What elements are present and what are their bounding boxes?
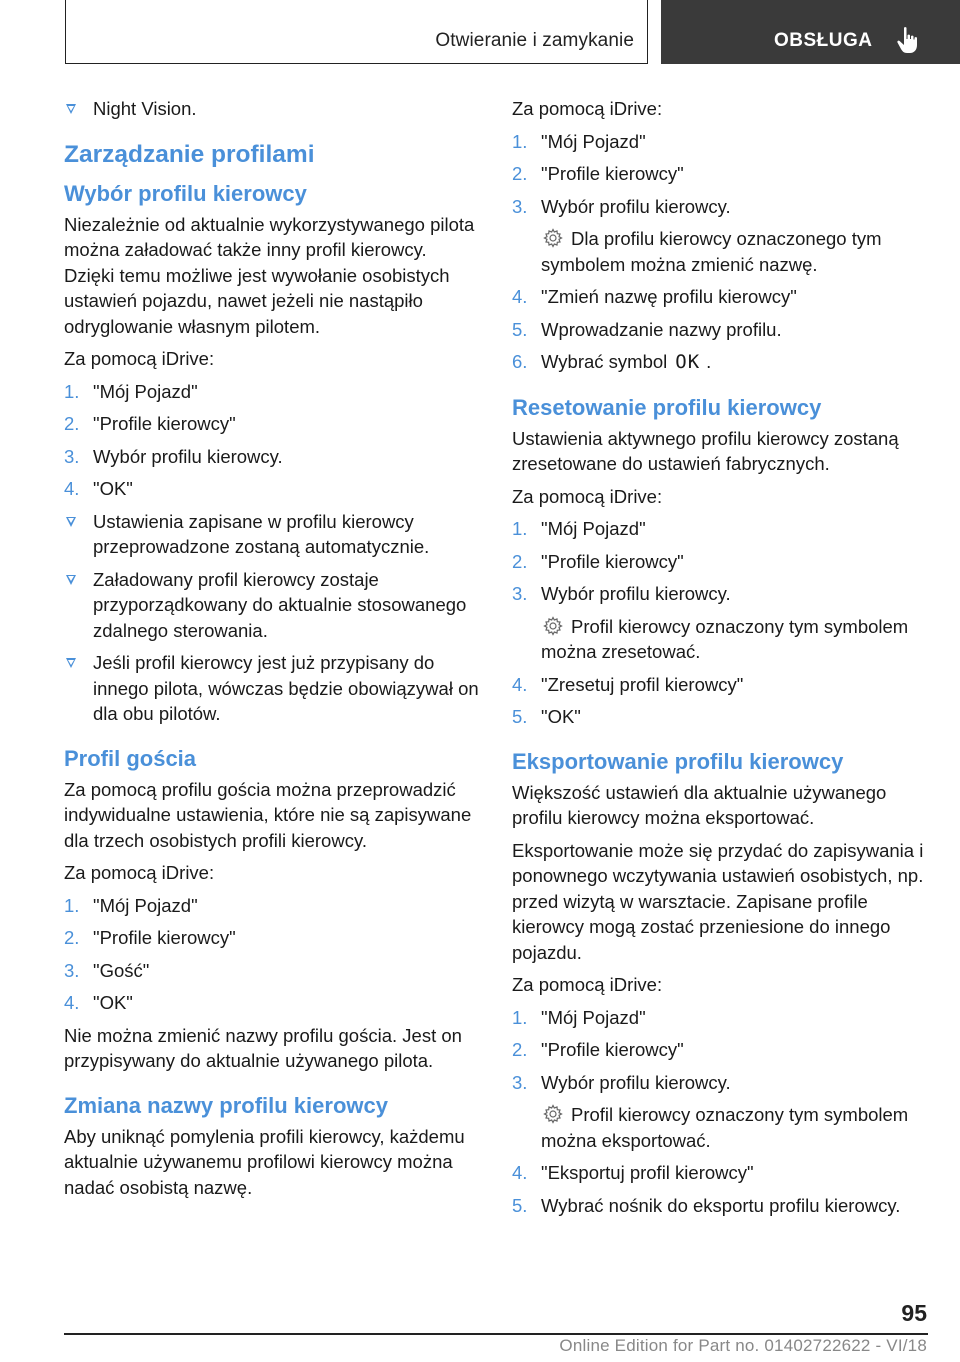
list-item — [64, 379, 482, 405]
list-item — [512, 129, 930, 155]
step-text: Wybór profilu kierowcy. — [93, 445, 283, 467]
list-item — [512, 317, 930, 343]
bullet-text: Załadowany profil kierowcy zostaje przyporządkowany do aktualnie stosowanego zdalnego sterowania. — [93, 568, 467, 641]
right-column — [512, 96, 930, 1225]
step-text: "Mój Pojazd" — [541, 130, 646, 152]
list-item — [64, 567, 482, 644]
steps-list — [512, 129, 930, 376]
step-note — [512, 614, 930, 665]
step-number: 4. — [64, 992, 80, 1013]
step-text: "Profile kierowcy" — [541, 163, 684, 184]
triangle-bullet-icon — [66, 104, 76, 114]
section-heading: Zarządzanie profilami — [64, 140, 315, 168]
paragraph: Za pomocą iDrive: — [64, 862, 215, 883]
list-item — [512, 1160, 930, 1186]
list-item — [64, 990, 482, 1016]
left-column — [64, 96, 482, 1207]
step-number: 4. — [512, 286, 528, 307]
list-item — [64, 650, 482, 727]
list-item — [512, 1070, 930, 1096]
step-text: "Profile kierowcy" — [93, 413, 236, 434]
step-number: 5. — [512, 706, 528, 727]
triangle-bullet-icon — [66, 575, 76, 585]
step-note — [512, 1102, 930, 1153]
step-text: "Mój Pojazd" — [93, 894, 198, 916]
step-text: "Gość" — [93, 959, 150, 981]
paragraph: Ustawienia aktywnego profilu kierowcy zostaną zresetowane do ustawień fabrycznych. — [512, 427, 899, 474]
list-item — [64, 476, 482, 502]
list-item — [512, 284, 930, 310]
paragraph: Za pomocą iDrive: — [512, 98, 663, 119]
step-text: Wybór profilu kierowcy. — [541, 1071, 731, 1093]
steps-list — [64, 379, 482, 502]
step-number: 3. — [512, 195, 528, 217]
step-number: 1. — [64, 380, 80, 402]
step-number: 2. — [512, 550, 528, 572]
step-number: 2. — [512, 163, 528, 184]
step-number: 2. — [512, 1039, 528, 1060]
paragraph: Eksportowanie może się przydać do zapisywania i ponownego wczytywania ustawień osobistych, np. przed wizytą w warsztacie. Zapisane profile kierowcy mogą zostać przeniesione do innego pojazdu. — [512, 839, 924, 963]
steps-list — [64, 893, 482, 1016]
triangle-bullet-icon — [66, 658, 76, 668]
page-number: 95 — [901, 1300, 927, 1326]
bullet-text: Jeśli profil kierowcy jest już przypisany do innego pilota, wówczas będzie obowiązywał on dla obu pilotów. — [93, 652, 479, 724]
list-item — [64, 444, 482, 470]
step-number: 1. — [512, 130, 528, 152]
step-text: "Profile kierowcy" — [541, 1039, 684, 1060]
gear-icon — [543, 616, 563, 636]
step-text: "Profile kierowcy" — [541, 550, 684, 572]
list-item — [64, 509, 482, 560]
step-number: 1. — [512, 1006, 528, 1028]
triangle-bullet-icon — [66, 517, 76, 527]
bullet-list — [64, 509, 482, 727]
list-item — [64, 411, 482, 437]
step-number: 1. — [512, 518, 528, 539]
step-text: Wybór profilu kierowcy. — [541, 583, 731, 604]
paragraph: Nie można zmienić nazwy profilu gościa. Jest on przypisywany do aktualnie używanego pilota. — [64, 1024, 462, 1071]
step-text: Wprowadzanie nazwy profilu. — [541, 318, 782, 340]
step-number: 6. — [512, 351, 528, 372]
step-number: 2. — [64, 927, 80, 948]
step-text: "OK" — [93, 992, 133, 1013]
step-text: "OK" — [541, 706, 581, 727]
paragraph: Za pomocą iDrive: — [512, 485, 663, 507]
step-text: "Zmień nazwę profilu kierowcy" — [541, 286, 797, 307]
step-number: 3. — [64, 445, 80, 467]
list-item — [64, 958, 482, 984]
bullet-text: Night Vision. — [93, 98, 197, 119]
list-item — [512, 1193, 930, 1219]
step-number: 5. — [512, 1194, 528, 1216]
footer-divider — [64, 1333, 928, 1335]
list-item — [512, 1005, 930, 1031]
list-item — [512, 581, 930, 607]
step-note — [512, 226, 930, 277]
list-item — [512, 704, 930, 730]
step-text: Wybrać nośnik do eksportu profilu kierowcy. — [541, 1194, 901, 1216]
subsection-heading: Resetowanie profilu kierowcy — [512, 394, 822, 420]
chapter-tab — [65, 0, 648, 64]
note-text: Profil kierowcy oznaczony tym symbolem można zresetować. — [541, 615, 909, 662]
step-text: Wybrać symbol — [541, 351, 668, 372]
ok-symbol: OK — [675, 351, 701, 373]
gear-icon — [543, 228, 563, 248]
step-number: 1. — [64, 894, 80, 916]
subsection-heading: Profil gościa — [64, 745, 197, 771]
subsection-heading: Wybór profilu kierowcy — [64, 180, 307, 206]
list-item — [512, 349, 930, 376]
section-tab — [661, 0, 960, 64]
paragraph: Za pomocą profilu gościa można przeprowadzić indywidualne ustawienia, które nie są zapisywane dla trzech osobistych profili kierowcy. — [64, 778, 472, 851]
list-item — [512, 672, 930, 698]
subsection-heading: Zmiana nazwy profilu kierowcy — [64, 1092, 388, 1118]
step-text-end: . — [706, 351, 712, 372]
step-number: 2. — [64, 413, 80, 434]
step-number: 3. — [64, 959, 80, 981]
paragraph: Za pomocą iDrive: — [64, 348, 215, 369]
list-item — [512, 1037, 930, 1063]
chapter-title: Otwieranie i zamykanie — [435, 30, 634, 51]
subsection-heading: Eksportowanie profilu kierowcy — [512, 748, 844, 774]
step-text: "Mój Pojazd" — [93, 380, 198, 402]
step-text: "Mój Pojazd" — [541, 518, 646, 539]
list-item — [512, 549, 930, 575]
paragraph: Za pomocą iDrive: — [512, 974, 663, 995]
edition-info: Online Edition for Part no. 01402722622 - VI/18 — [559, 1336, 927, 1355]
note-text: Dla profilu kierowcy oznaczonego tym symbolem można zmienić nazwę. — [541, 228, 882, 275]
paragraph: Niezależnie od aktualnie wykorzystywanego pilota można załadować także inny profil kierowcy. Dzięki temu możliwe jest wywołanie osobistych ustawień pojazdu, nawet jeżeli nie nastąpiło odryglowanie własnym pilotem. — [64, 213, 475, 337]
steps-list — [512, 516, 930, 730]
bullet-text: Ustawienia zapisane w profilu kierowcy przeprowadzone zostaną automatycznie. — [93, 510, 430, 557]
note-text: Profil kierowcy oznaczony tym symbolem można eksportować. — [541, 1104, 909, 1151]
steps-list — [512, 1005, 930, 1219]
step-text: Wybór profilu kierowcy. — [541, 195, 731, 217]
paragraph: Większość ustawień dla aktualnie używanego profilu kierowcy można eksportować. — [512, 781, 887, 828]
step-number: 5. — [512, 318, 528, 340]
list-item — [64, 96, 482, 122]
step-number: 3. — [512, 1071, 528, 1093]
list-item — [512, 194, 930, 220]
step-text: "Profile kierowcy" — [93, 927, 236, 948]
section-label: OBSŁUGA — [774, 30, 873, 51]
step-text: "Eksportuj profil kierowcy" — [541, 1162, 754, 1183]
step-text: "Zresetuj profil kierowcy" — [541, 673, 744, 695]
step-number: 4. — [512, 673, 528, 695]
list-item — [64, 893, 482, 919]
page-header — [0, 0, 960, 66]
step-number: 3. — [512, 583, 528, 604]
list-item — [512, 516, 930, 542]
list-item — [64, 925, 482, 951]
list-item — [512, 161, 930, 187]
hand-pointer-icon — [895, 26, 921, 54]
gear-icon — [543, 1104, 563, 1124]
paragraph: Aby uniknąć pomylenia profili kierowcy, każdemu aktualnie używanemu profilowi kierowcy można nadać osobistą nazwę. — [64, 1125, 465, 1198]
step-number: 4. — [64, 478, 80, 499]
step-number: 4. — [512, 1162, 528, 1183]
step-text: "OK" — [93, 478, 133, 499]
step-text: "Mój Pojazd" — [541, 1006, 646, 1028]
